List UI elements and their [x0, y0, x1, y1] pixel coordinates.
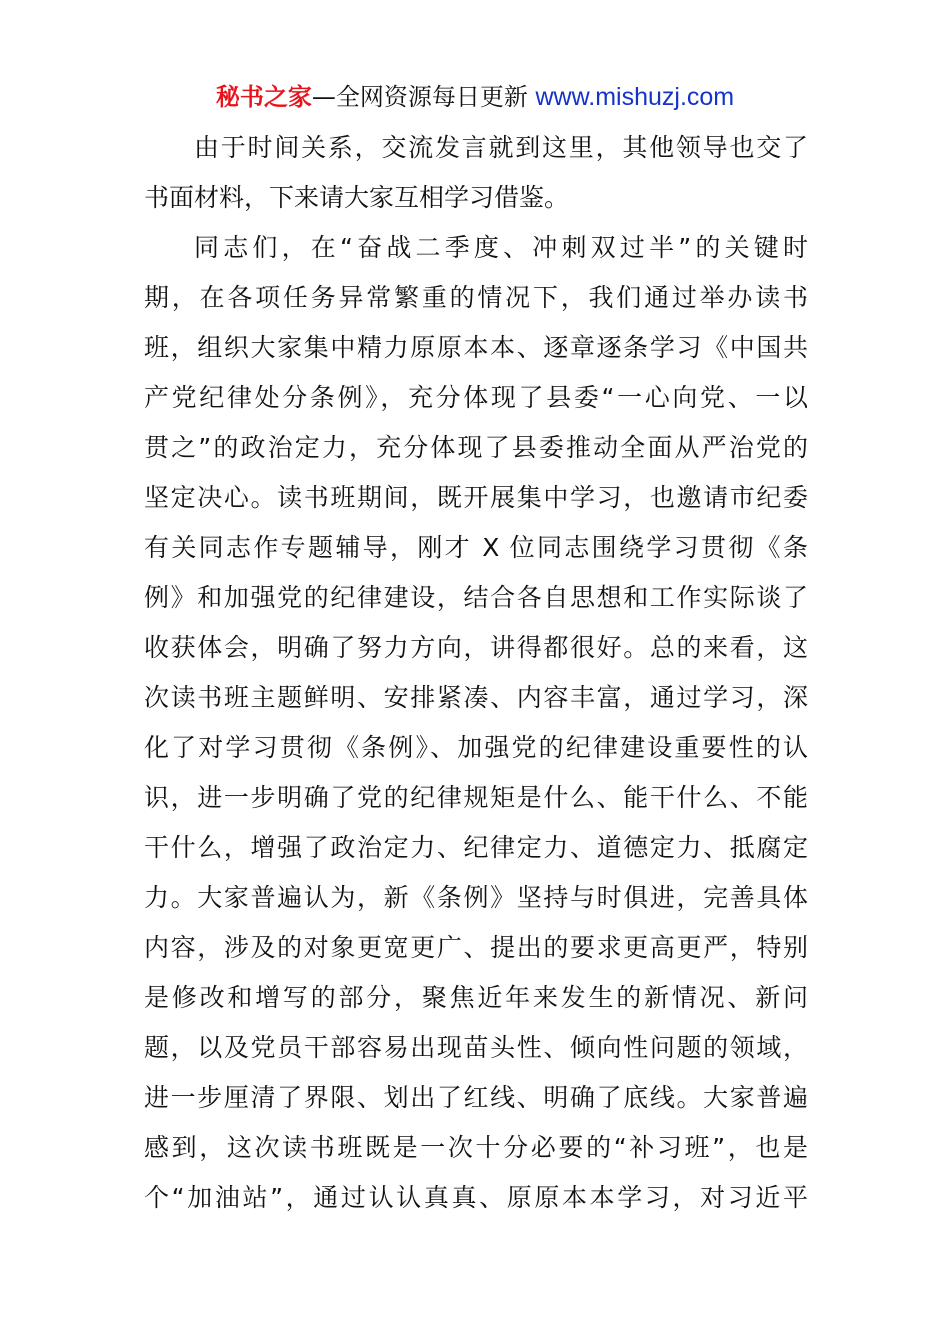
paragraph-line: 例》和加强党的纪律建设，结合各自思想和工作实际谈了 [144, 583, 808, 612]
paragraph-line: 班，组织大家集中精力原原本本、逐章逐条学习《中国共 [144, 333, 808, 362]
paragraph-line: 是修改和增写的部分，聚焦近年来发生的新情况、新问 [144, 983, 808, 1012]
paragraph-line: 干什么，增强了政治定力、纪律定力、道德定力、抵腐定 [144, 833, 808, 862]
paragraph-line: 期，在各项任务异常繁重的情况下，我们通过举办读书 [144, 283, 808, 312]
paragraph-line: 同志们，在“奋战二季度、冲刺双过半”的关键时 [194, 233, 808, 262]
paragraph-line: 由于时间关系，交流发言就到这里，其他领导也交了 [194, 133, 808, 162]
paragraph-line: 识，进一步明确了党的纪律规矩是什么、能干什么、不能 [144, 783, 808, 812]
site-tagline: —全网资源每日更新 [311, 83, 528, 111]
paragraph-line: 题，以及党员干部容易出现苗头性、倾向性问题的领域， [144, 1033, 808, 1062]
document-body [144, 128, 808, 1228]
paragraph-line: 坚定决心。读书班期间，既开展集中学习，也邀请市纪委 [144, 483, 808, 512]
site-url-link[interactable]: www.mishuzj.com [535, 83, 735, 111]
paragraph-line: 化了对学习贯彻《条例》、加强党的纪律建设重要性的认 [144, 733, 808, 762]
paragraph-line: 内容，涉及的对象更宽更广、提出的要求更高更严，特别 [144, 933, 808, 962]
site-brand: 秘书之家 [215, 83, 312, 111]
paragraph-line: 有关同志作专题辅导，刚才 X 位同志围绕学习贯彻《条 [144, 533, 808, 562]
paragraph-line: 次读书班主题鲜明、安排紧凑、内容丰富，通过学习，深 [144, 683, 808, 712]
site-header [0, 80, 950, 114]
paragraph-line: 个“加油站”，通过认认真真、原原本本学习，对习近平 [144, 1183, 808, 1212]
paragraph-line: 产党纪律处分条例》，充分体现了县委“一心向党、一以 [144, 383, 808, 412]
paragraph-line: 进一步厘清了界限、划出了红线、明确了底线。大家普遍 [144, 1083, 808, 1112]
paragraph-line: 感到，这次读书班既是一次十分必要的“补习班”，也是 [144, 1133, 808, 1162]
paragraph-line: 书面材料，下来请大家互相学习借鉴。 [144, 183, 570, 212]
paragraph-line: 贯之”的政治定力，充分体现了县委推动全面从严治党的 [144, 433, 808, 462]
paragraph-line: 力。大家普遍认为，新《条例》坚持与时俱进，完善具体 [144, 883, 808, 912]
paragraph-line: 收获体会，明确了努力方向，讲得都很好。总的来看，这 [144, 633, 808, 662]
